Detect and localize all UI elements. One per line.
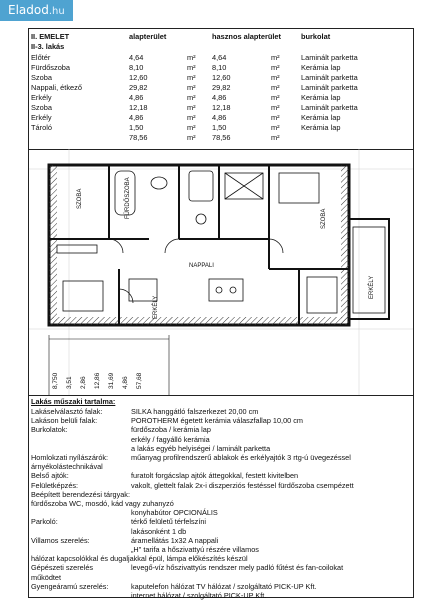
room-useful-area: 4,86 [212,113,227,122]
spec-row [31,582,411,592]
room-useful-area: 12,18 [212,103,231,112]
floor-label: II. EMELET [31,32,70,41]
total-useful-unit: m² [271,133,280,142]
spec-key: Lakáson belüli falak: [31,416,98,426]
table-row [29,53,413,63]
table-total-row [29,133,413,143]
room-useful-area: 4,86 [212,93,227,102]
spec-value: térkő felületű térfelszíni [131,517,207,527]
plan-label-nappali: NAPPALI [189,263,214,269]
header-cover: burkolat [301,32,331,41]
spec-row [31,453,411,463]
spec-value: POROTHERM égetett kerámia válaszfallap 10,00 cm [131,416,303,426]
spec-row [31,471,411,481]
room-cover: Laminált parketta [301,103,358,112]
spec-value: internet hálózat / szolgáltató PICK-UP Kft. [131,591,267,600]
table-row [29,73,413,83]
spec-key: működtet [31,572,62,582]
useful-unit: m² [271,63,280,72]
table-row [29,113,413,123]
table-row [29,93,413,103]
floor-plan [29,149,413,396]
spec-value: fürdőszoba / kerámia lap [131,425,211,435]
spec-value: konyhabútor OPCIONÁLIS [131,508,218,518]
total-area: 78,56 [129,133,148,142]
plan-label-erkely-right: ERKÉLY [369,275,375,299]
plan-label-szoba-left: SZOBA [77,188,83,209]
spec-key: Homlokzati nyílászárók: [31,453,109,462]
spec-key: Lakáselválasztó falak: [31,407,103,416]
table-header-row [29,32,413,42]
spec-value: lakásonként 1 db [131,526,187,536]
spec-value: „H" tarifa a hőszivattyú részére villamos [131,545,259,554]
room-cover: Kerámia lap [301,63,341,72]
spec-key: Gyengeáramú szerelés: [31,581,109,591]
room-name: Erkély [31,93,52,102]
spec-row [31,490,411,500]
room-name: Szoba [31,73,52,82]
unit-row [29,42,413,52]
area-unit: m² [187,73,196,82]
spec-key: Villamos szerelés: [31,535,90,545]
header-area: alapterület [129,32,167,41]
spec-value: a lakás egyéb helyiségei / laminált parketta [131,443,271,453]
spec-key: Parkoló: [31,517,58,527]
spec-row [31,517,411,527]
spec-row [31,563,411,573]
room-cover: Kerámia lap [301,93,341,102]
spec-row [31,481,411,491]
room-area: 8,10 [129,63,144,72]
spec-key: hálózat kapcsolókkal és dugaljakkal épül, lámpa előkészítés készül [31,554,248,564]
spec-value: kaputelefon hálózat TV hálózat / szolgáltató PICK-UP Kft. [131,581,317,591]
room-area: 12,18 [129,103,148,112]
spec-value: erkély / fagyálló kerámia [131,434,210,444]
table-row [29,103,413,113]
spec-row [31,554,411,564]
dimension-label: 3,51 [66,376,73,389]
spec-value: áramellátás 1x32 A nappali [131,535,219,545]
spec-key: Beépített berendezési tárgyak: [31,489,130,499]
dimension-label: 4,86 [122,376,129,389]
area-unit: m² [187,93,196,102]
useful-unit: m² [271,93,280,102]
spec-value: vakolt, glettelt falak 2x-i diszperziós festéssel fürdőszoba csempézett [131,480,354,490]
spec-row [31,462,411,472]
dimension-label: 2,86 [80,376,87,389]
room-name: Tároló [31,123,52,132]
table-row [29,123,413,133]
spec-row [31,435,411,445]
spec-key: Felületképzés: [31,480,79,490]
table-row [29,63,413,73]
spec-key: fürdőszoba WC, mosdó, kád vagy zuhanyzó [31,499,174,508]
spec-key: Burkolatok: [31,425,68,435]
spec-row [31,536,411,546]
technical-spec [29,395,413,600]
room-cover: Laminált parketta [301,53,358,62]
room-name: Erkély [31,113,52,122]
logo-suffix: .hu [48,6,65,17]
dimension-label: 31,69 [108,372,115,389]
spec-value: műanyag profilrendszerű ablakok és erkélyajtók 3 rtg-ú üvegezéssel [131,453,351,462]
useful-unit: m² [271,73,280,82]
spec-row [31,527,411,537]
room-cover: Kerámia lap [301,123,341,132]
spec-row [31,425,411,435]
spec-row [31,407,411,417]
area-unit: m² [187,103,196,112]
dimension-label: 8,750 [52,372,59,389]
area-unit: m² [187,113,196,122]
logo-text: Eladod [8,3,49,17]
room-useful-area: 1,50 [212,123,227,132]
room-name: Előtér [31,53,51,62]
spec-row [31,591,411,601]
room-cover: Kerámia lap [301,113,341,122]
room-cover: Laminált parketta [301,83,358,92]
unit-label: II-3. lakás [31,42,65,51]
area-unit: m² [187,83,196,92]
room-useful-area: 12,60 [212,73,231,82]
floor-plan-drawing [29,149,413,395]
area-unit: m² [187,53,196,62]
total-unit: m² [187,133,196,142]
room-cover: Laminált parketta [301,73,358,82]
area-unit: m² [187,63,196,72]
room-area: 1,50 [129,123,144,132]
spec-row [31,573,411,583]
spec-row [31,416,411,426]
dimension-label: 12,86 [94,372,101,389]
room-useful-area: 29,82 [212,83,231,92]
total-useful: 78,56 [212,133,231,142]
room-area: 29,82 [129,83,148,92]
room-name: Szoba [31,103,52,112]
room-area: 4,86 [129,93,144,102]
header-useful: hasznos alapterület [212,32,281,41]
plan-label-furdo: FÜRDŐSZOBA [125,177,131,219]
room-area: 12,60 [129,73,148,82]
spec-row [31,545,411,555]
area-table [29,29,413,150]
spec-row [31,508,411,518]
room-useful-area: 8,10 [212,63,227,72]
useful-unit: m² [271,103,280,112]
room-name: Fürdőszoba [31,63,71,72]
spec-row [31,499,411,509]
useful-unit: m² [271,83,280,92]
spec-key: Gépészeti szerelés [31,563,94,573]
document-sheet [28,28,414,598]
useful-unit: m² [271,53,280,62]
spec-value: levegő-víz hőszivattyús rendszer mely padló fűtést és fan-coilokat [131,563,344,573]
plan-label-erkely-left: ERKÉLY [153,295,159,319]
useful-unit: m² [271,113,280,122]
area-unit: m² [187,123,196,132]
plan-label-szoba-right: SZOBA [321,208,327,229]
room-useful-area: 4,64 [212,53,227,62]
room-area: 4,64 [129,53,144,62]
site-logo[interactable] [0,0,73,21]
table-row [29,83,413,93]
room-name: Nappali, étkező [31,83,82,92]
useful-unit: m² [271,123,280,132]
spec-key: Belső ajtók: [31,471,69,481]
spec-value: furatolt forgácslap ajtók áttegokkal, festett kivitelben [131,471,299,481]
spec-title: Lakás műszaki tartalma: [31,397,116,406]
dimension-label: 57,68 [136,372,143,389]
spec-row [31,444,411,454]
room-area: 4,86 [129,113,144,122]
spec-value: SILKA hanggátló falszerkezet 20,00 cm [131,407,259,416]
spec-key: árnyékolástechnikával [31,462,103,472]
